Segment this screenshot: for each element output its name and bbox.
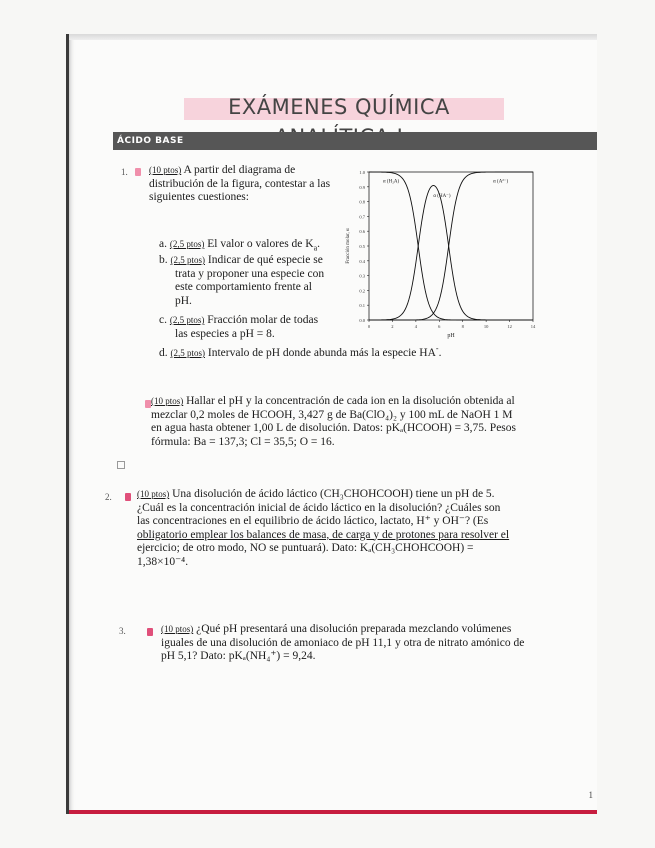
exam-page [66,34,597,814]
y-tick-label: 0.0 [359,318,365,323]
q2-text: (10 ptos) Hallar el pH y la concentración de cada ion en la disolución obtenida al mezclar 0,2 moles de HCOOH, 3,427 g de Ba(ClO₄)₂ y 100 mL de NaOH 1 M en agua hasta obtener 1,00 L de disolución. Datos: pKₐ(HCOOH) = 3,75. Pesos fórmula: Ba = 137,3; Cl = 35,5; O = 16. [151,395,517,448]
q1-intro-line-2: distribución de la figura, contestar a las [149,177,331,190]
page-number: 1 [588,790,593,800]
x-tick-label: 6 [438,324,441,329]
page-bottom-edge [69,810,597,814]
q1-number: 1. [121,167,128,177]
x-tick-label: 0 [367,324,371,329]
q1-points: (10 ptos) [149,165,182,175]
x-tick-label: 12 [507,324,512,329]
q2-points: (10 ptos) [151,396,184,406]
x-tick-label: 10 [483,324,489,329]
q1-item-b: b. (2,5 ptos) Indicar de qué especie se trata y proponer una especie con este comportamiento frente al pH. [159,254,325,307]
checkbox-mark [117,461,125,469]
x-tick-label: 2 [391,324,394,329]
series-label-0: α (H₂A) [383,179,400,185]
y-tick-label: 0.2 [359,288,365,294]
series-label-2: α (A²⁻) [493,179,509,185]
y-tick-label: 0.8 [359,199,365,205]
q4-highlight-mark [147,628,153,636]
q1-item-d: d. (2,5 ptos) Intervalo de pH donde abunda más la especie HA-. [159,344,442,359]
section-header: ÁCIDO BASE [113,132,597,150]
q1-highlight-mark [135,168,141,176]
plot-frame [369,172,533,320]
q3-highlight-mark [125,493,131,501]
y-tick-label: 0.3 [359,273,365,279]
y-tick-label: 0.9 [359,184,365,190]
x-axis-label: pH [447,333,455,339]
y-axis-label: Fracción molar, α [346,228,351,264]
series-line-0 [369,172,533,320]
x-tick-label: 4 [414,324,417,329]
series-line-2 [369,172,533,320]
q1-intro [149,164,339,205]
y-tick-label: 1.0 [359,170,365,175]
q1-intro-line-1: A partir del diagrama de [183,164,296,176]
q4-text: (10 ptos) ¿Qué pH presentará una disolución preparada mezclando volúmenes iguales de una disolución de amoniaco de pH 11,1 y otra de nitrato amónico de pH 5,1? Dato: pKₐ(NH₄⁺) = 9,24. [161,623,525,662]
page-top-edge [69,34,597,40]
series-line-1 [369,185,533,320]
x-tick-label: 14 [530,324,536,329]
q1-item-a: a. (2,5 ptos) El valor o valores de $K_a$. [159,238,321,253]
x-tick-label: 8 [461,324,464,329]
y-tick-label: 0.4 [359,258,365,264]
y-tick-label: 0.7 [359,214,365,220]
y-tick-label: 0.1 [359,303,365,309]
q4-number: 3. [119,626,126,636]
q4-points: (10 ptos) [161,624,194,634]
y-tick-label: 0.6 [359,229,365,235]
q1-item-c: c. (2,5 ptos) Fracción molar de todas las especies a pH = 8. [159,314,319,340]
q3-text: (10 ptos) Una disolución de ácido láctico (CH₃CHOHCOOH) tiene un pH de 5. ¿Cuál es la concentración inicial de ácido láctico en la disolución? ¿Cuáles son las concentraciones en el equilibrio de ácido láctico, lactato, H⁺ y OH⁻? (Es obligatorio emplear los balances de masa, de carga y de protones para resolver el ejercicio; de otro modo, NO se puntuará). Dato: Kₐ(CH₃CHOHCOOH) = 1,38×10⁻⁴. [137,488,510,568]
page-title: EXÁMENES QUÍMICA [228,95,450,119]
q1-intro-line-3: siguientes cuestiones: [149,191,249,203]
y-tick-label: 0.5 [359,244,365,249]
distribution-diagram [341,168,539,346]
q3-number: 2. [105,492,112,502]
q3-points: (10 ptos) [137,489,170,499]
series-label-1: α (HA⁻) [433,194,451,200]
